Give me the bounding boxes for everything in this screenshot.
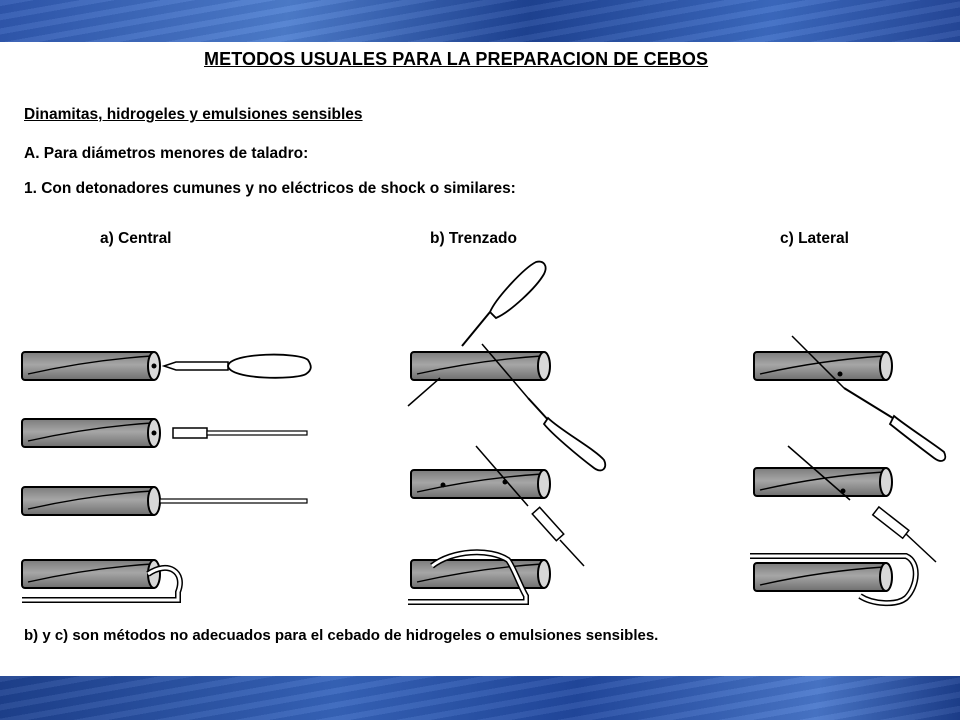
subheading-diameter: A. Para diámetros menores de taladro:	[24, 145, 309, 162]
bottom-decorative-band	[0, 676, 960, 720]
detonator-with-fuse	[173, 428, 307, 438]
punch-tool	[164, 355, 311, 378]
priming-methods-illustration	[0, 42, 960, 676]
cartridge-central-2	[22, 419, 160, 447]
column-label-trenzado: b) Trenzado	[430, 230, 517, 247]
footer-note: b) y c) son métodos no adecuados para el cebado de hidrogeles o emulsiones sensibles.	[24, 627, 659, 644]
page-title: METODOS USUALES PARA LA PREPARACION DE CEBOS	[204, 49, 709, 69]
cartridge-central-4	[22, 560, 180, 600]
cartridge-central-1	[22, 352, 160, 380]
cartridge-central-3	[22, 487, 307, 515]
cartridge-trenzado-2	[411, 446, 584, 566]
top-decorative-band	[0, 0, 960, 42]
slide-content	[0, 42, 960, 676]
subheading-detonators: 1. Con detonadores cumunes y no eléctricos de shock o similares:	[24, 180, 516, 197]
cartridge-trenzado-3	[408, 552, 550, 602]
cartridge-lateral-1	[754, 336, 945, 461]
column-label-lateral: c) Lateral	[780, 230, 849, 247]
punch-tool-upper	[462, 262, 546, 346]
cartridge-lateral-2	[754, 446, 936, 562]
section-heading: Dinamitas, hidrogeles y emulsiones sensibles	[24, 106, 363, 123]
cartridge-lateral-3	[750, 556, 916, 603]
column-label-central: a) Central	[100, 230, 172, 247]
